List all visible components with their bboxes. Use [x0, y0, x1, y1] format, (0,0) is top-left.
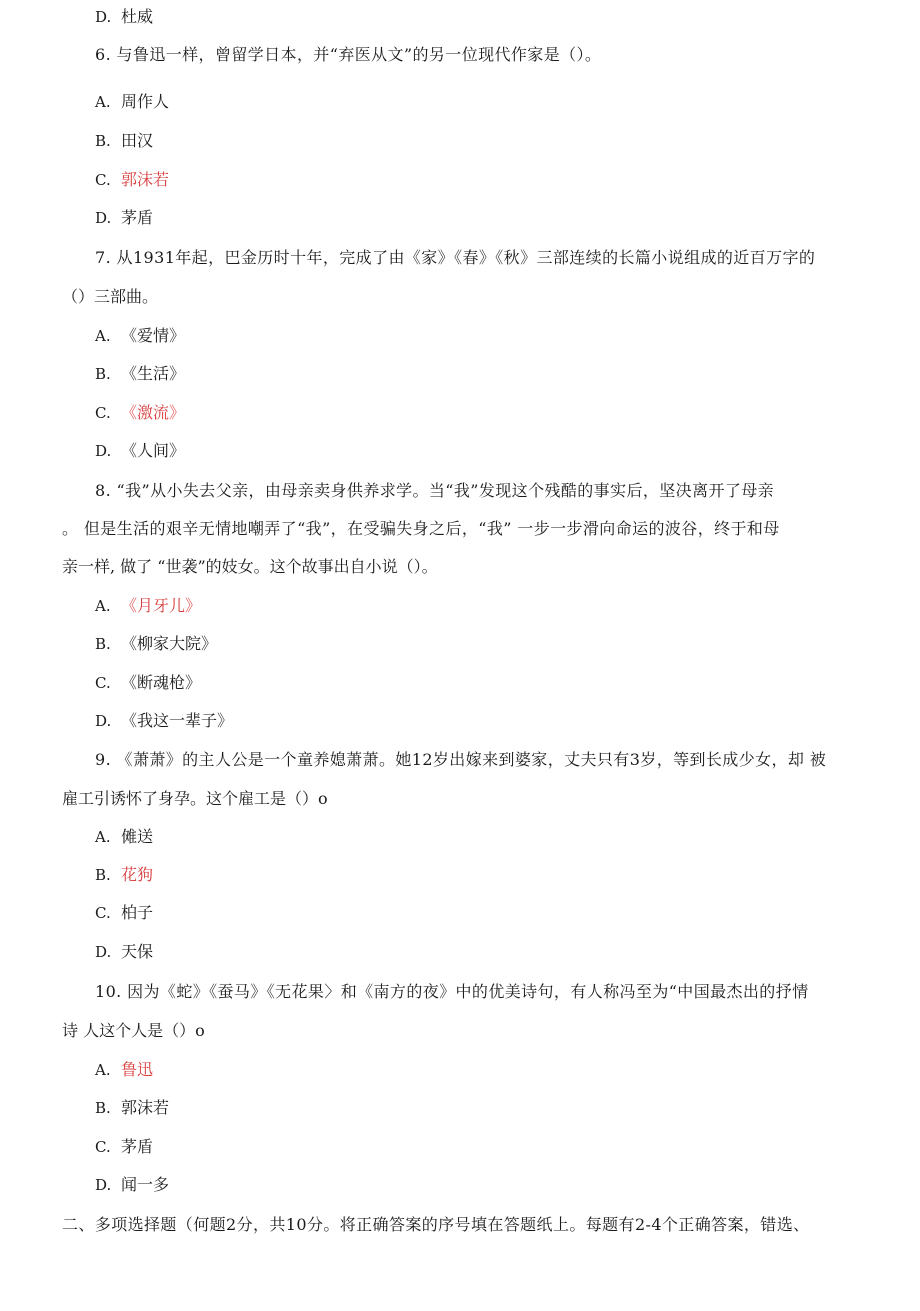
q9-stem-line1: 9. 《萧萧》的主人公是一个童养媳萧萧。她12岁出嫁来到婆家，丈夫只有3岁，等到长成少女，却 被	[95, 750, 827, 769]
option-text: 闻一多	[121, 1175, 170, 1194]
q10-option-c	[95, 1136, 153, 1158]
option-text: 傩送	[121, 827, 154, 846]
option-letter: A.	[95, 327, 111, 345]
option-text-correct: 花狗	[121, 865, 154, 884]
option-text: 郭沫若	[121, 1098, 170, 1117]
option-letter: A.	[95, 828, 111, 846]
q9-option-b	[95, 864, 153, 886]
q6-option-b	[95, 130, 153, 152]
section-2-heading: 二、多项选择题（何题2分，共10分。将正确答案的序号填在答题纸上。每题有2-4个正确答案，错选、	[62, 1215, 810, 1234]
option-text-correct: 郭沫若	[121, 170, 170, 189]
option-text-correct: 《激流》	[121, 403, 186, 422]
option-text: 天保	[121, 942, 154, 961]
option-letter: B.	[95, 635, 111, 653]
q9-option-c	[95, 902, 153, 924]
q8-option-c	[95, 672, 201, 694]
q6-stem: 6. 与鲁迅一样，曾留学日本，并“弃医从文”的另一位现代作家是（）。	[95, 45, 602, 64]
option-text: 《人间》	[121, 441, 186, 460]
option-letter: D.	[95, 442, 112, 460]
option-letter: C.	[95, 1138, 111, 1156]
option-letter: D.	[95, 1176, 112, 1194]
option-text-correct: 鲁迅	[121, 1060, 154, 1079]
q7-stem-line2: （）三部曲。	[62, 287, 159, 306]
q8-stem-line3: 亲一样, 做了 “世袭”的妓女。这个故事出自小说（）。	[62, 557, 438, 576]
q10-option-b	[95, 1097, 169, 1119]
option-text: 《爱情》	[121, 326, 186, 345]
option-letter: C.	[95, 904, 111, 922]
q6-option-c	[95, 169, 169, 191]
q10-stem-line2: 诗 人这个人是（）o	[62, 1021, 205, 1040]
q9-option-a	[95, 826, 153, 848]
option-letter: A.	[95, 597, 111, 615]
option-letter: B.	[95, 365, 111, 383]
q10-option-a	[95, 1059, 153, 1081]
option-letter: D.	[95, 712, 112, 730]
q7-option-d	[95, 440, 185, 462]
option-text: 茅盾	[121, 1137, 154, 1156]
option-text: 茅盾	[121, 208, 154, 227]
option-text: 杜威	[121, 7, 154, 26]
option-letter: D.	[95, 8, 112, 26]
q7-option-b	[95, 363, 185, 385]
q10-stem-line1: 10. 因为《蛇》《蚕马》《无花果〉和《南方的夜》中的优美诗句，有人称冯至为“中国最杰出的抒情	[95, 982, 809, 1001]
option-text: 《生活》	[121, 364, 186, 383]
q8-option-d	[95, 710, 233, 732]
option-letter: C.	[95, 674, 111, 692]
option-text: 田汉	[121, 131, 154, 150]
option-letter: B.	[95, 132, 111, 150]
option-text: 《我这一辈子》	[121, 711, 234, 730]
q7-option-a	[95, 325, 185, 347]
q5-option-d	[95, 6, 153, 28]
option-letter: C.	[95, 171, 111, 189]
q8-option-a	[95, 595, 201, 617]
option-text: 《柳家大院》	[121, 634, 218, 653]
q8-stem-line2: 。 但是生活的艰辛无情地嘲弄了“我”，在受骗失身之后，“我” 一步一步滑向命运的波谷，终于和母	[62, 519, 780, 538]
option-letter: B.	[95, 866, 111, 884]
option-letter: D.	[95, 209, 112, 227]
option-text: 《断魂枪》	[121, 673, 202, 692]
option-letter: A.	[95, 93, 111, 111]
q7-stem-line1: 7. 从1931年起，巴金历时十年，完成了由《家》《春》《秋》三部连续的长篇小说组成的近百万字的	[95, 248, 816, 267]
option-text-correct: 《月牙儿》	[121, 596, 202, 615]
q10-option-d	[95, 1174, 169, 1196]
option-letter: C.	[95, 404, 111, 422]
q8-option-b	[95, 633, 217, 655]
q9-option-d	[95, 941, 153, 963]
q8-stem-line1: 8. “我”从小失去父亲，由母亲卖身供养求学。当“我”发现这个残酷的事实后，坚决离开了母亲	[95, 481, 775, 500]
q6-option-d	[95, 207, 153, 229]
option-letter: A.	[95, 1061, 111, 1079]
option-text: 柏子	[121, 903, 154, 922]
option-text: 周作人	[121, 92, 170, 111]
q7-option-c	[95, 402, 185, 424]
option-letter: D.	[95, 943, 112, 961]
q9-stem-line2: 雇工引诱怀了身孕。这个雇工是（）o	[62, 789, 328, 808]
q6-option-a	[95, 91, 169, 113]
option-letter: B.	[95, 1099, 111, 1117]
